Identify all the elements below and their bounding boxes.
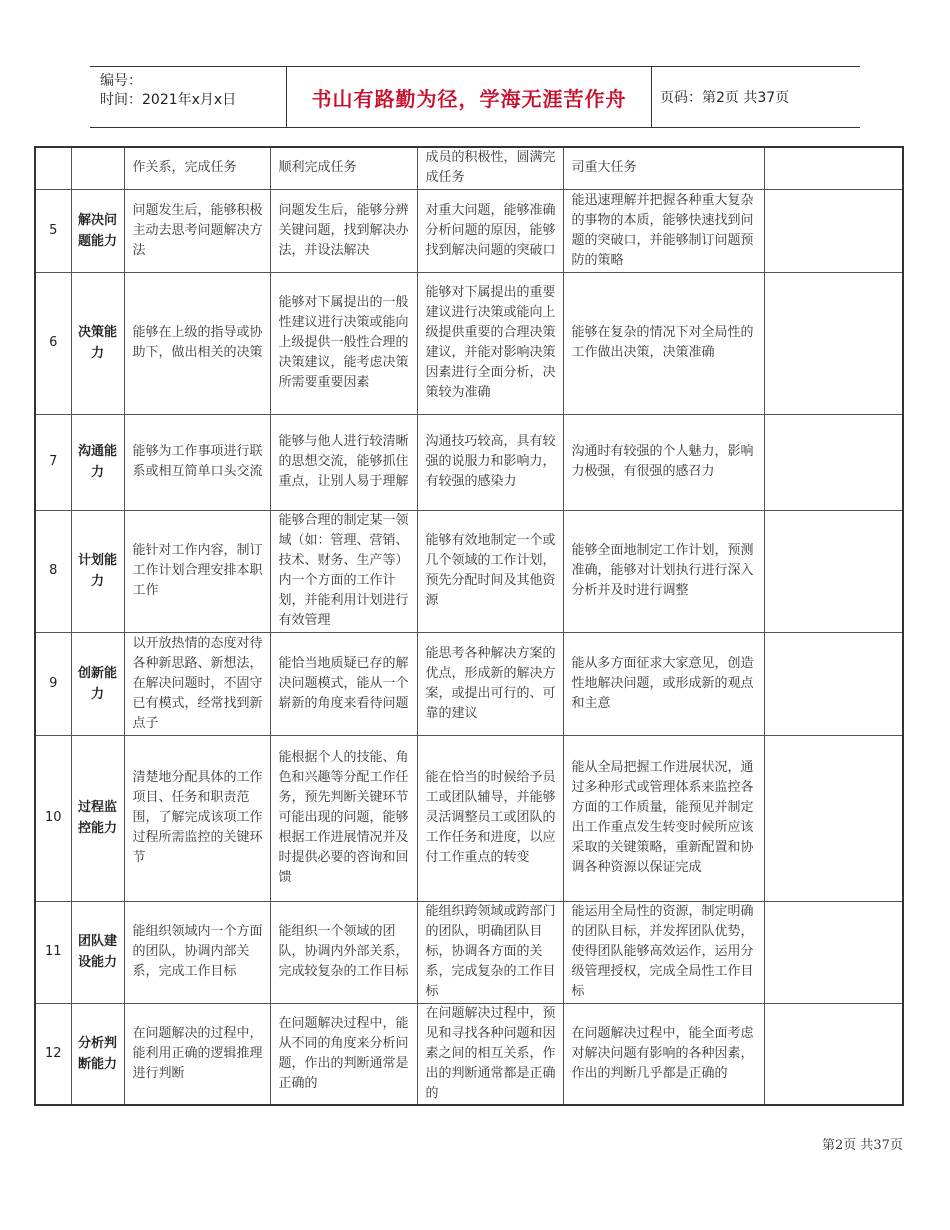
empty-cell	[764, 1003, 903, 1105]
level-3-cell: 沟通技巧较高，具有较强的说服力和影响力，有较强的感染力	[417, 414, 563, 510]
competency-name: 决策能力	[71, 272, 124, 414]
row-number: 10	[35, 735, 71, 901]
empty-cell	[764, 147, 903, 189]
level-4-cell: 能迅速理解并把握各种重大复杂的事物的本质，能够快速找到问题的突破口，并能够制订问题预防的策略	[563, 189, 764, 272]
level-3-cell: 成员的积极性，圆满完成任务	[417, 147, 563, 189]
empty-cell	[764, 735, 903, 901]
table-row	[35, 189, 903, 272]
competency-name: 计划能力	[71, 510, 124, 632]
competency-name: 分析判断能力	[71, 1003, 124, 1105]
level-2-cell: 能组织一个领域的团队，协调内外部关系，完成较复杂的工作目标	[270, 901, 417, 1003]
empty-cell	[764, 901, 903, 1003]
level-4-cell: 能运用全局性的资源，制定明确的团队目标，并发挥团队优势，使得团队能够高效运作，运用分级管理授权，完成全局性工作目标	[563, 901, 764, 1003]
empty-cell	[764, 510, 903, 632]
level-1-cell: 能组织领域内一个方面的团队，协调内部关系，完成工作目标	[124, 901, 270, 1003]
row-number: 11	[35, 901, 71, 1003]
level-4-cell: 沟通时有较强的个人魅力，影响力极强，有很强的感召力	[563, 414, 764, 510]
competency-name: 创新能力	[71, 632, 124, 735]
empty-cell	[764, 414, 903, 510]
level-1-cell: 清楚地分配具体的工作项目、任务和职责范围，了解完成该项工作过程所需监控的关键环节	[124, 735, 270, 901]
row-number: 7	[35, 414, 71, 510]
level-4-cell: 能从全局把握工作进展状况，通过多种形式或管理体系来监控各方面的工作质量，能预见并制定出工作重点发生转变时候所应该采取的关键策略，重新配置和协调各种资源以保证完成	[563, 735, 764, 901]
level-4-cell: 能从多方面征求大家意见，创造性地解决问题，或形成新的观点和主意	[563, 632, 764, 735]
level-2-cell: 能恰当地质疑已存的解决问题模式，能从一个崭新的角度来看待问题	[270, 632, 417, 735]
empty-cell	[764, 272, 903, 414]
page-footer: 第2页 共37页	[822, 1138, 903, 1153]
row-number: 9	[35, 632, 71, 735]
row-number	[35, 147, 71, 189]
header-page-label: 页码：第2页 共37页	[660, 90, 790, 106]
competency-name: 团队建设能力	[71, 901, 124, 1003]
empty-cell	[764, 189, 903, 272]
table-row	[35, 272, 903, 414]
level-1-cell: 能够在上级的指导或协助下，做出相关的决策	[124, 272, 270, 414]
time-label: 时间：2021年x月x日	[100, 92, 237, 108]
row-number: 5	[35, 189, 71, 272]
competency-table	[34, 146, 904, 1106]
empty-cell	[764, 632, 903, 735]
level-1-cell: 能够为工作事项进行联系或相互简单口头交流	[124, 414, 270, 510]
level-4-cell: 能够在复杂的情况下对全局性的工作做出决策，决策准确	[563, 272, 764, 414]
table-row	[35, 510, 903, 632]
level-3-cell: 能够有效地制定一个或几个领域的工作计划，预先分配时间及其他资源	[417, 510, 563, 632]
level-1-cell: 问题发生后，能够积极主动去思考问题解决方法	[124, 189, 270, 272]
level-2-cell: 能够与他人进行较清晰的思想交流，能够抓住重点，让别人易于理解	[270, 414, 417, 510]
table-row	[35, 147, 903, 189]
row-number: 6	[35, 272, 71, 414]
table-row	[35, 414, 903, 510]
document-header	[90, 66, 860, 128]
level-3-cell: 能思考各种解决方案的优点，形成新的解决方案，或提出可行的、可靠的建议	[417, 632, 563, 735]
level-2-cell: 能根据个人的技能、角色和兴趣等分配工作任务，预先判断关键环节可能出现的问题，能够根据工作进展情况并及时提供必要的咨询和回馈	[270, 735, 417, 901]
level-1-cell: 能针对工作内容，制订工作计划合理安排本职工作	[124, 510, 270, 632]
level-2-cell: 能够合理的制定某一领域（如：管理、营销、技术、财务、生产等）内一个方面的工作计划，并能利用计划进行有效管理	[270, 510, 417, 632]
header-motto: 书山有路勤为径，学海无涯苦作舟	[287, 67, 652, 127]
level-3-cell: 能够对下属提出的重要建议进行决策或能向上级提供重要的合理决策建议，并能对影响决策因素进行全面分析，决策较为准确	[417, 272, 563, 414]
level-4-cell: 能够全面地制定工作计划，预测准确，能够对计划执行进行深入分析并及时进行调整	[563, 510, 764, 632]
row-number: 12	[35, 1003, 71, 1105]
level-2-cell: 在问题解决过程中，能从不同的角度来分析问题，作出的判断通常是正确的	[270, 1003, 417, 1105]
level-3-cell: 在问题解决过程中，预见和寻找各种问题和因素之间的相互关系，作出的判断通常都是正确的	[417, 1003, 563, 1105]
level-1-cell: 作关系，完成任务	[124, 147, 270, 189]
level-4-cell: 在问题解决过程中，能全面考虑对解决问题有影响的各种因素，作出的判断几乎都是正确的	[563, 1003, 764, 1105]
code-label: 编号：	[100, 73, 142, 89]
competency-name: 过程监控能力	[71, 735, 124, 901]
level-4-cell: 司重大任务	[563, 147, 764, 189]
level-2-cell: 能够对下属提出的一般性建议进行决策或能向上级提供一般性合理的决策建议，能考虑决策所需要重要因素	[270, 272, 417, 414]
level-2-cell: 顺利完成任务	[270, 147, 417, 189]
competency-name: 解决问题能力	[71, 189, 124, 272]
header-meta	[90, 67, 287, 127]
level-3-cell: 能在恰当的时候给予员工或团队辅导，并能够灵活调整员工或团队的工作任务和进度，以应付工作重点的转变	[417, 735, 563, 901]
level-1-cell: 以开放热情的态度对待各种新思路、新想法，在解决问题时，不固守已有模式，经常找到新点子	[124, 632, 270, 735]
level-3-cell: 对重大问题，能够准确分析问题的原因，能够找到解决问题的突破口	[417, 189, 563, 272]
competency-name: 沟通能力	[71, 414, 124, 510]
table-row	[35, 1003, 903, 1105]
table-row	[35, 735, 903, 901]
row-number: 8	[35, 510, 71, 632]
competency-name	[71, 147, 124, 189]
table-row	[35, 632, 903, 735]
level-1-cell: 在问题解决的过程中，能利用正确的逻辑推理进行判断	[124, 1003, 270, 1105]
table-row	[35, 901, 903, 1003]
level-2-cell: 问题发生后，能够分辨关键问题，找到解决办法，并设法解决	[270, 189, 417, 272]
level-3-cell: 能组织跨领域或跨部门的团队，明确团队目标，协调各方面的关系，完成复杂的工作目标	[417, 901, 563, 1003]
